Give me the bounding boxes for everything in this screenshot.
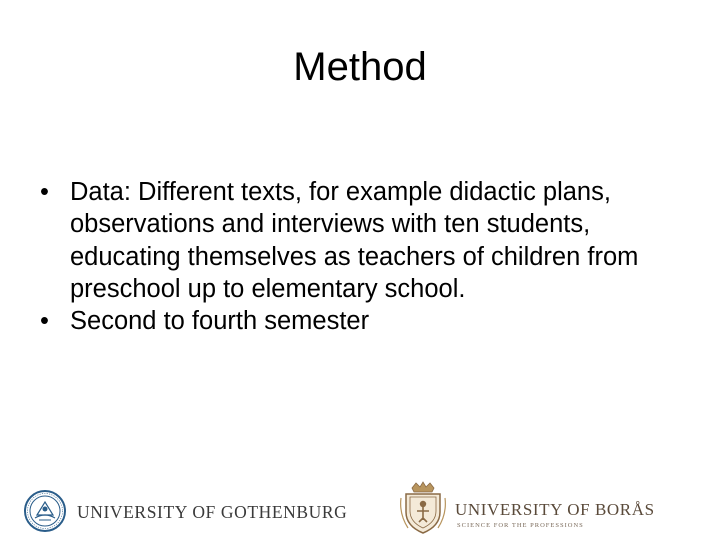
footer-logos: [0, 478, 720, 538]
boras-crest-icon: [398, 480, 448, 536]
slide-title: Method: [293, 45, 427, 89]
gothenburg-seal-icon: [24, 490, 66, 532]
bullet-text: Second to fourth semester: [70, 307, 370, 336]
boras-name: UNIVERSITY OF BORÅS: [455, 500, 655, 519]
bullet-list: [40, 176, 690, 337]
bullet-marker: •: [40, 307, 49, 336]
bullet-item-semester: [40, 305, 690, 337]
bullet-item-data: [40, 176, 690, 305]
boras-tagline: SCIENCE FOR THE PROFESSIONS: [457, 522, 584, 529]
bullet-text: Data: Different texts, for example didactic plans, observations and interviews with ten students, educating themselves as teachers of children from preschool up to elementary school.: [70, 178, 639, 303]
bullet-marker: •: [40, 178, 49, 206]
gothenburg-name: UNIVERSITY OF GOTHENBURG: [77, 502, 348, 522]
